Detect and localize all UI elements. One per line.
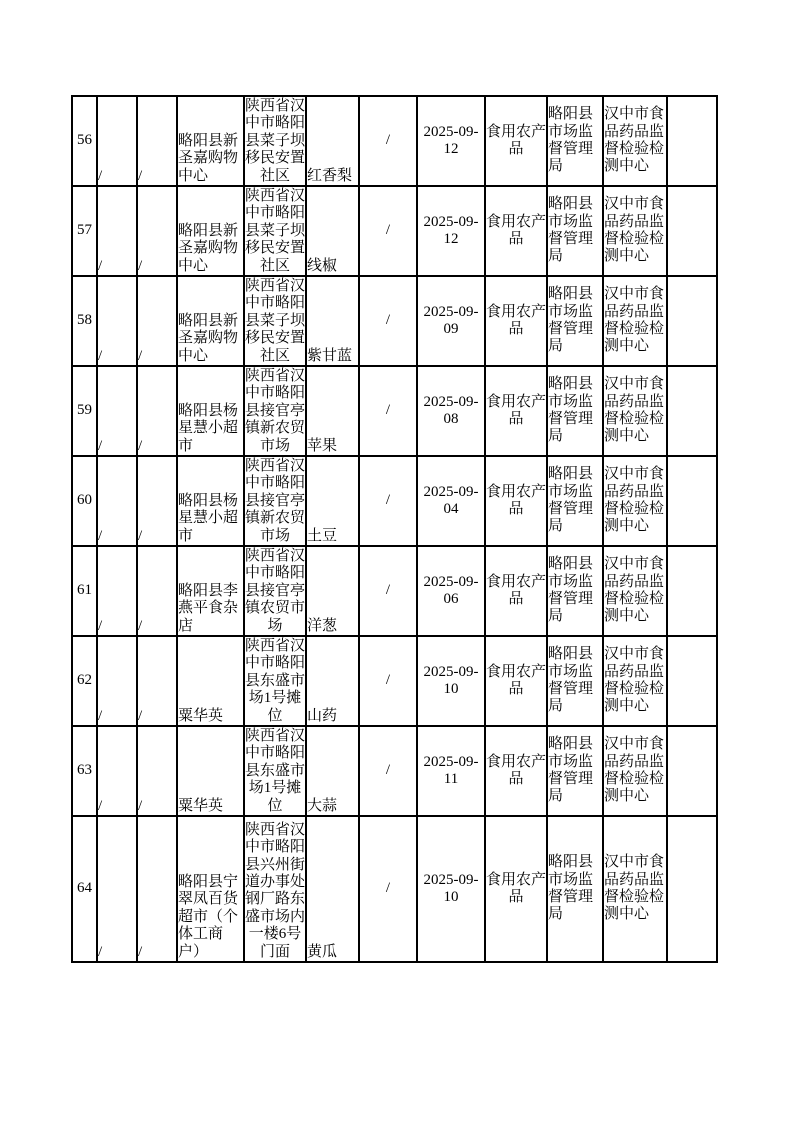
cell-category: 食用农产品 [485, 546, 547, 636]
cell-row-number: 63 [72, 726, 97, 816]
cell-address: 陕西省汉中市略阳县东盛市场1号摊位 [244, 726, 306, 816]
cell-row-number: 59 [72, 366, 97, 456]
cell-placeholder-2: / [137, 186, 177, 276]
cell-address: 陕西省汉中市略阳县菜子坝移民安置社区 [244, 96, 306, 186]
cell-sample-name: 山药 [306, 636, 359, 726]
cell-placeholder-1: / [97, 546, 137, 636]
cell-address: 陕西省汉中市略阳县接官亭镇农贸市场 [244, 546, 306, 636]
cell-remark [667, 276, 717, 366]
cell-regulator: 略阳县市场监督管理局 [547, 816, 603, 962]
cell-remark [667, 186, 717, 276]
cell-sample-name: 紫甘蓝 [306, 276, 359, 366]
cell-category: 食用农产品 [485, 456, 547, 546]
cell-placeholder-1: / [97, 366, 137, 456]
cell-placeholder-3: / [359, 186, 417, 276]
cell-company-name: 略阳县宁翠凤百货超市（个体工商户） [177, 816, 244, 962]
cell-placeholder-3: / [359, 726, 417, 816]
cell-testing-agency: 汉中市食品药品监督检验检测中心 [603, 186, 667, 276]
cell-placeholder-2: / [137, 366, 177, 456]
cell-placeholder-2: / [137, 636, 177, 726]
cell-placeholder-1: / [97, 96, 137, 186]
cell-remark [667, 366, 717, 456]
table-row [72, 816, 717, 962]
cell-address: 陕西省汉中市略阳县菜子坝移民安置社区 [244, 186, 306, 276]
cell-remark [667, 816, 717, 962]
cell-regulator: 略阳县市场监督管理局 [547, 186, 603, 276]
cell-address: 陕西省汉中市略阳县接官亭镇新农贸市场 [244, 456, 306, 546]
cell-address: 陕西省汉中市略阳县菜子坝移民安置社区 [244, 276, 306, 366]
cell-company-name: 略阳县杨星慧小超市 [177, 366, 244, 456]
cell-placeholder-2: / [137, 456, 177, 546]
cell-placeholder-1: / [97, 186, 137, 276]
cell-regulator: 略阳县市场监督管理局 [547, 366, 603, 456]
sampling-records-table [71, 95, 718, 963]
cell-testing-agency: 汉中市食品药品监督检验检测中心 [603, 96, 667, 186]
cell-placeholder-3: / [359, 636, 417, 726]
cell-sample-name: 大蒜 [306, 726, 359, 816]
cell-row-number: 61 [72, 546, 97, 636]
cell-company-name: 略阳县新圣嘉购物中心 [177, 186, 244, 276]
cell-placeholder-2: / [137, 816, 177, 962]
cell-sampling-date: 2025-09-06 [417, 546, 485, 636]
cell-placeholder-3: / [359, 456, 417, 546]
table-row [72, 186, 717, 276]
cell-category: 食用农产品 [485, 636, 547, 726]
cell-regulator: 略阳县市场监督管理局 [547, 276, 603, 366]
cell-sample-name: 黄瓜 [306, 816, 359, 962]
cell-regulator: 略阳县市场监督管理局 [547, 636, 603, 726]
cell-placeholder-2: / [137, 546, 177, 636]
cell-placeholder-3: / [359, 276, 417, 366]
cell-category: 食用农产品 [485, 726, 547, 816]
cell-remark [667, 456, 717, 546]
cell-remark [667, 636, 717, 726]
cell-regulator: 略阳县市场监督管理局 [547, 726, 603, 816]
cell-sampling-date: 2025-09-08 [417, 366, 485, 456]
cell-sampling-date: 2025-09-12 [417, 96, 485, 186]
cell-company-name: 粟华英 [177, 636, 244, 726]
cell-address: 陕西省汉中市略阳县接官亭镇新农贸市场 [244, 366, 306, 456]
cell-sample-name: 洋葱 [306, 546, 359, 636]
cell-placeholder-2: / [137, 726, 177, 816]
cell-sample-name: 线椒 [306, 186, 359, 276]
cell-address: 陕西省汉中市略阳县兴州街道办事处钢厂路东盛市场内一楼6号门面 [244, 816, 306, 962]
cell-testing-agency: 汉中市食品药品监督检验检测中心 [603, 366, 667, 456]
cell-row-number: 58 [72, 276, 97, 366]
cell-remark [667, 96, 717, 186]
cell-placeholder-3: / [359, 546, 417, 636]
cell-placeholder-1: / [97, 456, 137, 546]
cell-sample-name: 苹果 [306, 366, 359, 456]
table-row [72, 546, 717, 636]
cell-placeholder-1: / [97, 636, 137, 726]
cell-address: 陕西省汉中市略阳县东盛市场1号摊位 [244, 636, 306, 726]
cell-row-number: 62 [72, 636, 97, 726]
cell-regulator: 略阳县市场监督管理局 [547, 546, 603, 636]
cell-sampling-date: 2025-09-12 [417, 186, 485, 276]
cell-testing-agency: 汉中市食品药品监督检验检测中心 [603, 726, 667, 816]
cell-sampling-date: 2025-09-10 [417, 636, 485, 726]
table-row [72, 726, 717, 816]
cell-category: 食用农产品 [485, 96, 547, 186]
cell-sampling-date: 2025-09-09 [417, 276, 485, 366]
cell-placeholder-1: / [97, 816, 137, 962]
cell-category: 食用农产品 [485, 366, 547, 456]
cell-row-number: 64 [72, 816, 97, 962]
cell-sample-name: 红香梨 [306, 96, 359, 186]
cell-company-name: 粟华英 [177, 726, 244, 816]
cell-testing-agency: 汉中市食品药品监督检验检测中心 [603, 276, 667, 366]
cell-placeholder-1: / [97, 276, 137, 366]
table-row [72, 96, 717, 186]
cell-sampling-date: 2025-09-04 [417, 456, 485, 546]
cell-company-name: 略阳县李燕平食杂店 [177, 546, 244, 636]
cell-sample-name: 土豆 [306, 456, 359, 546]
cell-sampling-date: 2025-09-10 [417, 816, 485, 962]
cell-row-number: 60 [72, 456, 97, 546]
cell-category: 食用农产品 [485, 186, 547, 276]
cell-row-number: 57 [72, 186, 97, 276]
cell-remark [667, 546, 717, 636]
cell-testing-agency: 汉中市食品药品监督检验检测中心 [603, 636, 667, 726]
table-row [72, 636, 717, 726]
table-row [72, 366, 717, 456]
cell-category: 食用农产品 [485, 276, 547, 366]
table-row [72, 456, 717, 546]
cell-category: 食用农产品 [485, 816, 547, 962]
cell-company-name: 略阳县新圣嘉购物中心 [177, 276, 244, 366]
cell-placeholder-1: / [97, 726, 137, 816]
cell-placeholder-3: / [359, 816, 417, 962]
cell-placeholder-2: / [137, 96, 177, 186]
cell-regulator: 略阳县市场监督管理局 [547, 96, 603, 186]
cell-company-name: 略阳县杨星慧小超市 [177, 456, 244, 546]
cell-company-name: 略阳县新圣嘉购物中心 [177, 96, 244, 186]
cell-placeholder-2: / [137, 276, 177, 366]
cell-remark [667, 726, 717, 816]
cell-placeholder-3: / [359, 96, 417, 186]
cell-placeholder-3: / [359, 366, 417, 456]
cell-testing-agency: 汉中市食品药品监督检验检测中心 [603, 546, 667, 636]
table-row [72, 276, 717, 366]
cell-row-number: 56 [72, 96, 97, 186]
cell-regulator: 略阳县市场监督管理局 [547, 456, 603, 546]
cell-testing-agency: 汉中市食品药品监督检验检测中心 [603, 456, 667, 546]
cell-sampling-date: 2025-09-11 [417, 726, 485, 816]
cell-testing-agency: 汉中市食品药品监督检验检测中心 [603, 816, 667, 962]
